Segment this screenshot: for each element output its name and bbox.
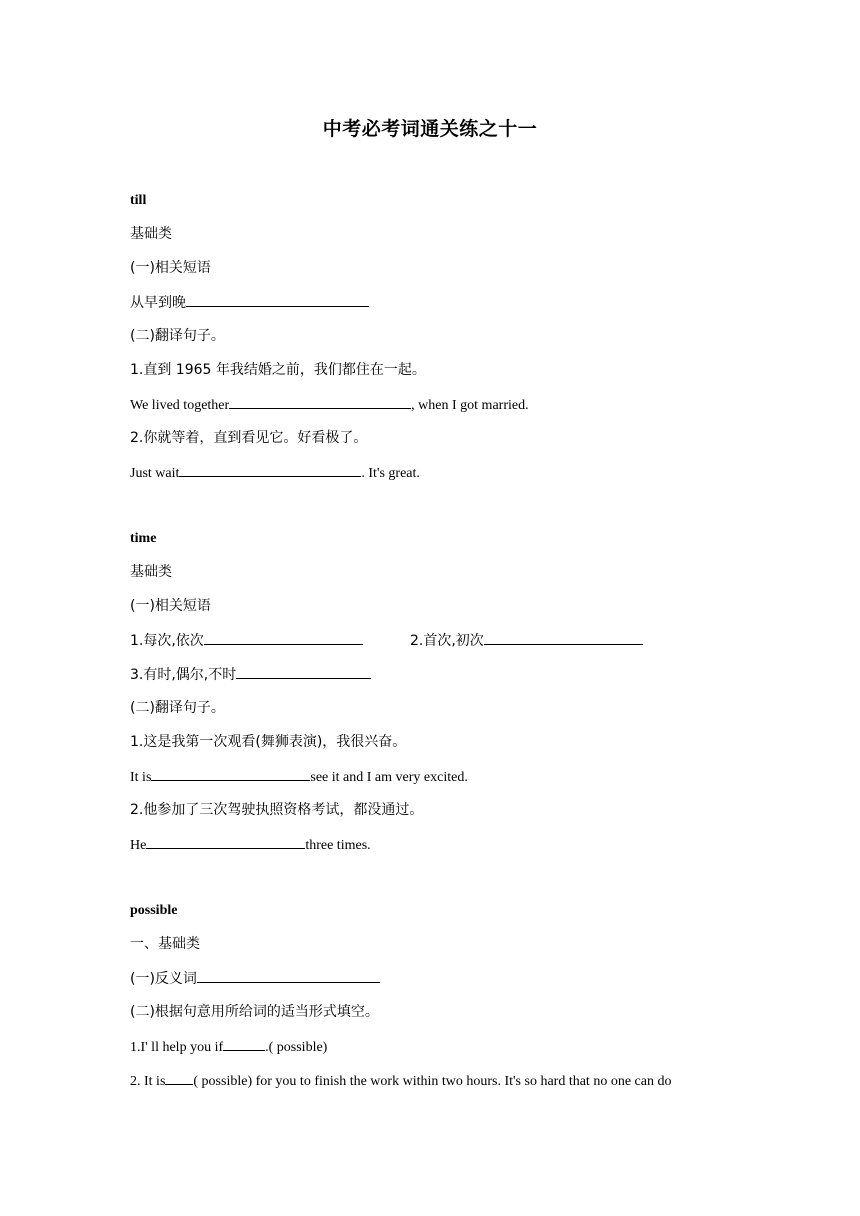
answer-blank[interactable]: [223, 1036, 265, 1051]
section-heading-possible: possible: [130, 903, 178, 918]
section-heading-time: time: [130, 531, 157, 546]
till-q2-chinese: 2.你就等着，直到看见它。好看极了。: [130, 430, 368, 446]
possible-q2-before: 2. It is: [130, 1074, 166, 1089]
time-phrase-1-text: 1.每次,依次: [130, 633, 204, 649]
time-phrase-3: [130, 664, 371, 685]
time-phrase-3-text: 3.有时,偶尔,不时: [130, 667, 237, 683]
till-basic-label: 基础类: [130, 226, 172, 242]
till-translate-label: (二)翻译句子。: [130, 328, 225, 344]
possible-antonym: [130, 968, 380, 989]
till-q1-before: We lived together: [130, 398, 230, 413]
page-title: 中考必考词通关练之十一: [322, 118, 538, 140]
time-q1-before: It is: [130, 770, 152, 785]
possible-q1-after: .( possible): [265, 1040, 328, 1055]
time-basic-label: 基础类: [130, 564, 172, 580]
answer-blank[interactable]: [484, 630, 643, 645]
time-phrase-1: [130, 630, 363, 651]
answer-blank[interactable]: [146, 834, 305, 849]
answer-blank[interactable]: [165, 1070, 193, 1085]
section-heading-till: till: [130, 193, 147, 208]
answer-blank[interactable]: [236, 664, 371, 679]
answer-blank[interactable]: [229, 394, 411, 409]
till-phrase-1-text: 从早到晚: [130, 295, 186, 311]
possible-basic-label: 一、基础类: [130, 936, 200, 952]
time-phrase-2: [410, 630, 643, 651]
possible-q1: [130, 1036, 327, 1058]
till-q2-english: [130, 462, 420, 484]
possible-fill-label: (二)根据句意用所给词的适当形式填空。: [130, 1004, 379, 1020]
time-q1-english: [130, 766, 468, 788]
time-q1-chinese: 1.这是我第一次观看(舞狮表演)，我很兴奋。: [130, 734, 407, 750]
till-q2-before: Just wait: [130, 466, 180, 481]
time-phrase-2-text: 2.首次,初次: [410, 633, 484, 649]
possible-antonym-text: (一)反义词: [130, 971, 197, 987]
till-phrase-1: [130, 292, 369, 313]
answer-blank[interactable]: [151, 766, 310, 781]
answer-blank[interactable]: [204, 630, 363, 645]
till-q1-after: , when I got married.: [411, 398, 529, 413]
till-phrases-label: (一)相关短语: [130, 260, 211, 276]
possible-q1-before: 1.I' ll help you if: [130, 1040, 224, 1055]
till-q1-chinese: 1.直到 1965 年我结婚之前，我们都住在一起。: [130, 362, 426, 378]
time-q2-after: three times.: [305, 838, 371, 853]
time-phrases-label: (一)相关短语: [130, 598, 211, 614]
answer-blank[interactable]: [179, 462, 361, 477]
time-q1-after: see it and I am very excited.: [310, 770, 468, 785]
till-q2-after: . It's great.: [361, 466, 420, 481]
answer-blank[interactable]: [186, 292, 369, 307]
time-q2-chinese: 2.他参加了三次驾驶执照资格考试，都没通过。: [130, 802, 424, 818]
possible-q2-after: ( possible) for you to finish the work within two hours. It's so hard that no one can do: [193, 1074, 672, 1089]
time-translate-label: (二)翻译句子。: [130, 700, 225, 716]
time-q2-english: [130, 834, 371, 856]
till-q1-english: [130, 394, 529, 416]
answer-blank[interactable]: [197, 968, 380, 983]
possible-q2: [130, 1070, 671, 1092]
time-q2-before: He: [130, 838, 147, 853]
